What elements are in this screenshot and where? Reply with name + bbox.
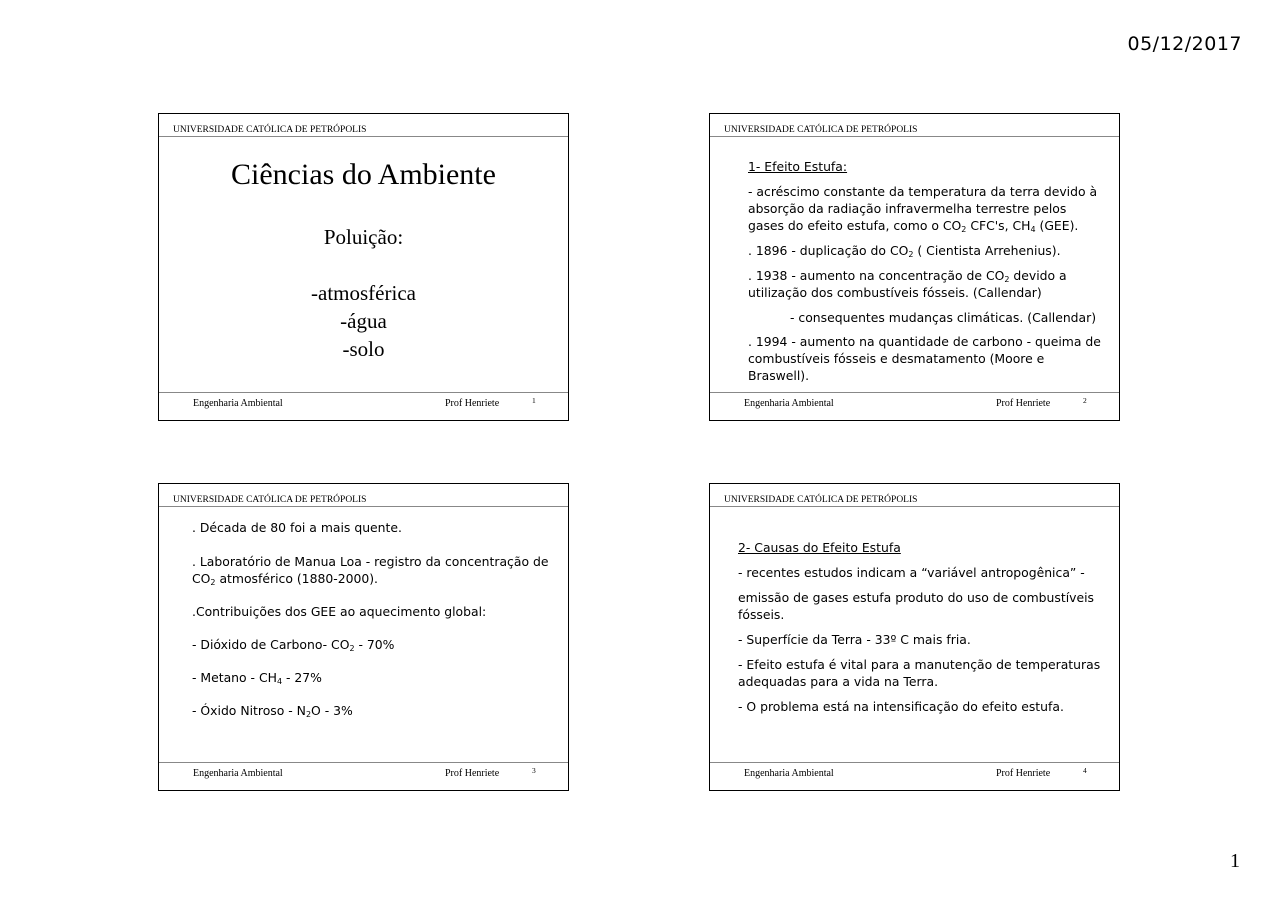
paragraph: emissão de gases estufa produto do uso de combustíveis fósseis.: [738, 590, 1094, 622]
list-item: - Metano - $CH_4 - 27\%$: [192, 670, 322, 686]
paragraph: . 1994 - aumento na quantidade de carbono - queima de combustíveis fósseis e desmatamento (Moore e Braswell).: [748, 334, 1101, 383]
slide-number: 4: [1083, 766, 1087, 775]
paragraph: - acréscimo constante da temperatura da terra devido à absorção da radiação infravermelha terrestre pelos gases do efeito estufa, como o $CO_2$ CFC's, $CH_4$ (GEE).: [748, 184, 1098, 234]
paragraph: - Efeito estufa é vital para a manutenção de temperaturas adequadas para a vida na Terra.: [738, 657, 1101, 689]
list-item: - Dióxido de Carbono- $CO_2 - 70\%$: [192, 637, 395, 653]
paragraph: . Laboratório de Manua Loa - registro da concentração de $CO_2$ atmosférico (1880-2000).: [192, 554, 549, 587]
list-item: - Óxido Nitroso - $N_2O - 3\%$: [192, 703, 353, 719]
slide-body: [738, 539, 1105, 715]
slide-number: 3: [532, 766, 536, 775]
footer-course: Engenharia Ambiental: [744, 398, 834, 409]
list-item: -atmosférica: [311, 281, 416, 305]
slide-2: [709, 113, 1120, 421]
paragraph: - consequentes mudanças climáticas. (Callendar): [790, 310, 1097, 325]
paragraph: - Superfície da Terra - 33º C mais fria.: [738, 632, 971, 647]
slide-body: [192, 519, 554, 719]
footer-professor: Prof Henriete: [445, 398, 500, 409]
pollution-list: [159, 279, 568, 363]
footer-course: Engenharia Ambiental: [193, 768, 283, 779]
footer-professor: Prof Henriete: [996, 768, 1051, 779]
footer-professor: Prof Henriete: [445, 768, 500, 779]
slide-footer: [159, 762, 568, 790]
list-item: -água: [340, 309, 387, 333]
paragraph: . 1938 - aumento na concentração de $CO_2$ devido a utilização dos combustíveis fósseis. (Callendar): [748, 268, 1067, 300]
slide-1: [158, 113, 569, 421]
paragraph: - recentes estudos indicam a “variável antropogênica” -: [738, 565, 1085, 580]
slide-heading: 2- Causas do Efeito Estufa: [738, 540, 901, 555]
slide-header: UNIVERSIDADE CATÓLICA DE PETRÓPOLIS: [710, 484, 1119, 507]
slide-subtitle: Poluição:: [323, 225, 404, 249]
paragraph: . Década de 80 foi a mais quente.: [192, 520, 402, 535]
slide-heading: 1- Efeito Estufa:: [748, 159, 848, 174]
paragraph: - O problema está na intensificação do efeito estufa.: [738, 699, 1064, 714]
slide-header: UNIVERSIDADE CATÓLICA DE PETRÓPOLIS: [710, 114, 1119, 137]
slide-3: [158, 483, 569, 791]
page-number: 1: [1230, 850, 1240, 872]
slide-footer: [159, 392, 568, 420]
slide-header: UNIVERSIDADE CATÓLICA DE PETRÓPOLIS: [159, 484, 568, 507]
paragraph: . 1896 - duplicação do $CO_2$ ( Cientista Arrehenius).: [748, 243, 1061, 259]
slide-body: [748, 158, 1105, 384]
footer-course: Engenharia Ambiental: [744, 768, 834, 779]
list-item: -solo: [342, 337, 385, 361]
page-date: 05/12/2017: [1127, 33, 1242, 55]
slide-number: 2: [1083, 396, 1087, 405]
slide-footer: [710, 762, 1119, 790]
slide-title: Ciências do Ambiente: [231, 158, 496, 191]
slide-4: [709, 483, 1120, 791]
footer-course: Engenharia Ambiental: [193, 398, 283, 409]
slide-number: 1: [532, 396, 536, 405]
slide-header: UNIVERSIDADE CATÓLICA DE PETRÓPOLIS: [159, 114, 568, 137]
paragraph: .Contribuições dos GEE ao aquecimento global:: [192, 604, 487, 619]
footer-professor: Prof Henriete: [996, 398, 1051, 409]
slide-footer: [710, 392, 1119, 420]
